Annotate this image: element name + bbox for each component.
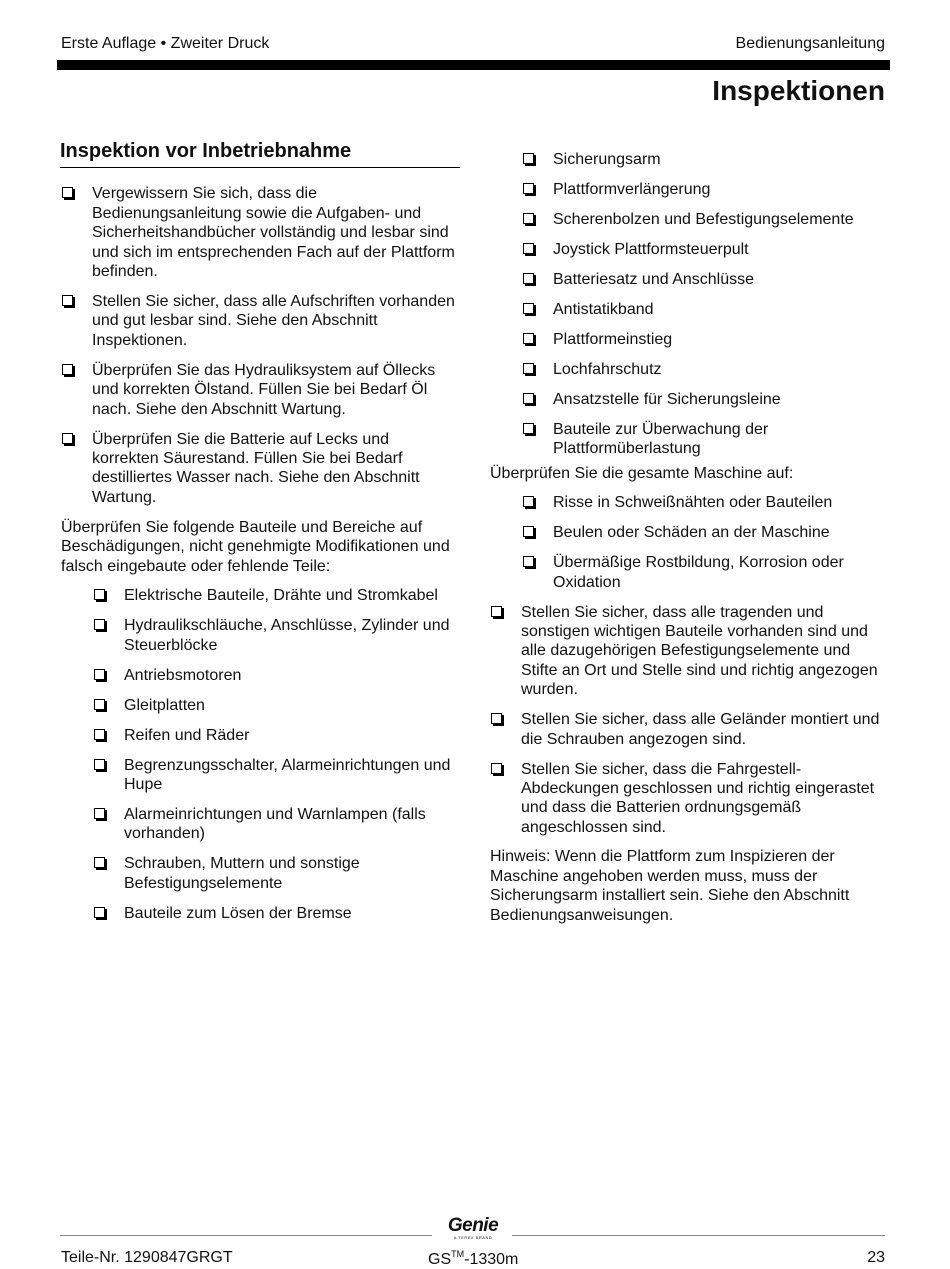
machine-item: Risse in Schweißnähten oder Bauteilen [522, 493, 890, 512]
footer-rule-left [60, 1235, 432, 1236]
footer-page-number: 23 [867, 1249, 885, 1266]
checkbox-icon [523, 423, 534, 434]
checkbox-icon [523, 333, 534, 344]
right-column [490, 150, 890, 935]
component-item: Gleitplatten [93, 696, 460, 715]
final-checklist [490, 603, 890, 838]
machine-checklist [490, 493, 890, 592]
note: Hinweis: Wenn die Plattform zum Inspizieren der Maschine angehoben werden muss, muss der Sicherungsarm installiert sein. Siehe den Abschnitt Bedienungsanweisungen. [490, 848, 850, 924]
checkbox-icon [62, 433, 73, 444]
header-rule [57, 60, 890, 70]
checkbox-icon [523, 153, 534, 164]
components-intro: Überprüfen Sie folgende Bauteile und Bereiche auf Beschädigungen, nicht genehmigte Modifikationen und falsch eingebaute oder fehlende Teile: [61, 518, 450, 575]
component-item: Lochfahrschutz [522, 360, 890, 379]
components-checklist-right [490, 150, 890, 459]
component-item: Alarmeinrichtungen und Warnlampen (falls vorhanden) [93, 805, 460, 844]
checkbox-icon [94, 699, 105, 710]
subsection-title: Inspektion vor Inbetriebnahme [60, 142, 460, 168]
left-column [61, 142, 460, 934]
checkbox-icon [523, 526, 534, 537]
footer-rule-right [512, 1235, 885, 1236]
checkbox-icon [94, 808, 105, 819]
checkbox-icon [523, 496, 534, 507]
checkbox-icon [94, 589, 105, 600]
checkbox-icon [62, 187, 73, 198]
checkbox-icon [523, 273, 534, 284]
checkbox-icon [523, 303, 534, 314]
logo-tagline: A TEREX BRAND [453, 1235, 493, 1240]
checkbox-icon [523, 243, 534, 254]
component-item: Bauteile zur Überwachung der Plattformüberlastung [522, 420, 890, 459]
components-checklist-left [61, 586, 460, 923]
checkbox-icon [94, 907, 105, 918]
component-item: Plattformeinstieg [522, 330, 890, 349]
component-item: Sicherungsarm [522, 150, 890, 169]
component-item: Elektrische Bauteile, Drähte und Stromkabel [93, 586, 460, 605]
checkbox-icon [523, 363, 534, 374]
component-item: Batteriesatz und Anschlüsse [522, 270, 890, 289]
checkbox-icon [491, 713, 502, 724]
checkbox-icon [62, 295, 73, 306]
component-item: Reifen und Räder [93, 726, 460, 745]
component-item: Ansatzstelle für Sicherungsleine [522, 390, 890, 409]
component-item: Scherenbolzen und Befestigungselemente [522, 210, 890, 229]
component-item: Hydraulikschläuche, Anschlüsse, Zylinder und Steuerblöcke [93, 616, 460, 655]
checkbox-icon [62, 364, 73, 375]
logo-wordmark: Genie [447, 1215, 499, 1236]
footer-part-number: Teile-Nr. 1290847GRGT [61, 1249, 233, 1266]
checklist-item: Stellen Sie sicher, dass alle tragenden und sonstigen wichtigen Bauteile vorhanden sind und alle dazugehörigen Befestigungselemente und Stifte an Ort und Stelle sind und richtig angezogen wurden. [490, 603, 890, 700]
footer-model: GS™-1330m [428, 1249, 519, 1268]
checkbox-icon [94, 669, 105, 680]
checkbox-icon [94, 619, 105, 630]
checklist-item: Überprüfen Sie die Batterie auf Lecks und korrekten Säurestand. Füllen Sie bei Bedarf destilliertes Wasser nach. Siehe den Abschnitt Wartung. [61, 430, 460, 508]
checkbox-icon [523, 183, 534, 194]
checkbox-icon [523, 213, 534, 224]
section-title: Inspektionen [712, 75, 885, 106]
header-edition: Erste Auflage • Zweiter Druck [61, 35, 270, 52]
component-item: Joystick Plattformsteuerpult [522, 240, 890, 259]
checkbox-icon [94, 759, 105, 770]
checklist-item: Überprüfen Sie das Hydrauliksystem auf Öllecks und korrekten Ölstand. Füllen Sie bei Bedarf Öl nach. Siehe den Abschnitt Wartung. [61, 361, 460, 419]
machine-intro: Überprüfen Sie die gesamte Maschine auf: [490, 464, 794, 482]
checkbox-icon [523, 556, 534, 567]
checklist-item: Vergewissern Sie sich, dass die Bedienungsanleitung sowie die Aufgaben- und Sicherheitshandbücher vollständig und lesbar sind und sich im entsprechenden Fach auf der Plattform befinden. [61, 184, 460, 281]
component-item: Plattformverlängerung [522, 180, 890, 199]
machine-item: Übermäßige Rostbildung, Korrosion oder Oxidation [522, 553, 890, 592]
genie-logo [437, 1216, 509, 1240]
checkbox-icon [94, 729, 105, 740]
checkbox-icon [523, 393, 534, 404]
checklist-item: Stellen Sie sicher, dass alle Aufschriften vorhanden und gut lesbar sind. Siehe den Abschnitt Inspektionen. [61, 292, 460, 350]
checklist-item: Stellen Sie sicher, dass die Fahrgestell-Abdeckungen geschlossen und richtig eingerastet und dass die Batterien ordnungsgemäß angeschlossen sind. [490, 760, 890, 838]
component-item: Antriebsmotoren [93, 666, 460, 685]
checklist-item: Stellen Sie sicher, dass alle Geländer montiert und die Schrauben angezogen sind. [490, 710, 890, 749]
checkbox-icon [94, 857, 105, 868]
component-item: Antistatikband [522, 300, 890, 319]
component-item: Begrenzungsschalter, Alarmeinrichtungen und Hupe [93, 756, 460, 795]
pre-start-checklist [61, 184, 460, 507]
checkbox-icon [491, 763, 502, 774]
header-doc-type: Bedienungsanleitung [735, 35, 885, 52]
machine-item: Beulen oder Schäden an der Maschine [522, 523, 890, 542]
checkbox-icon [491, 606, 502, 617]
component-item: Bauteile zum Lösen der Bremse [93, 904, 460, 923]
component-item: Schrauben, Muttern und sonstige Befestigungselemente [93, 854, 460, 893]
